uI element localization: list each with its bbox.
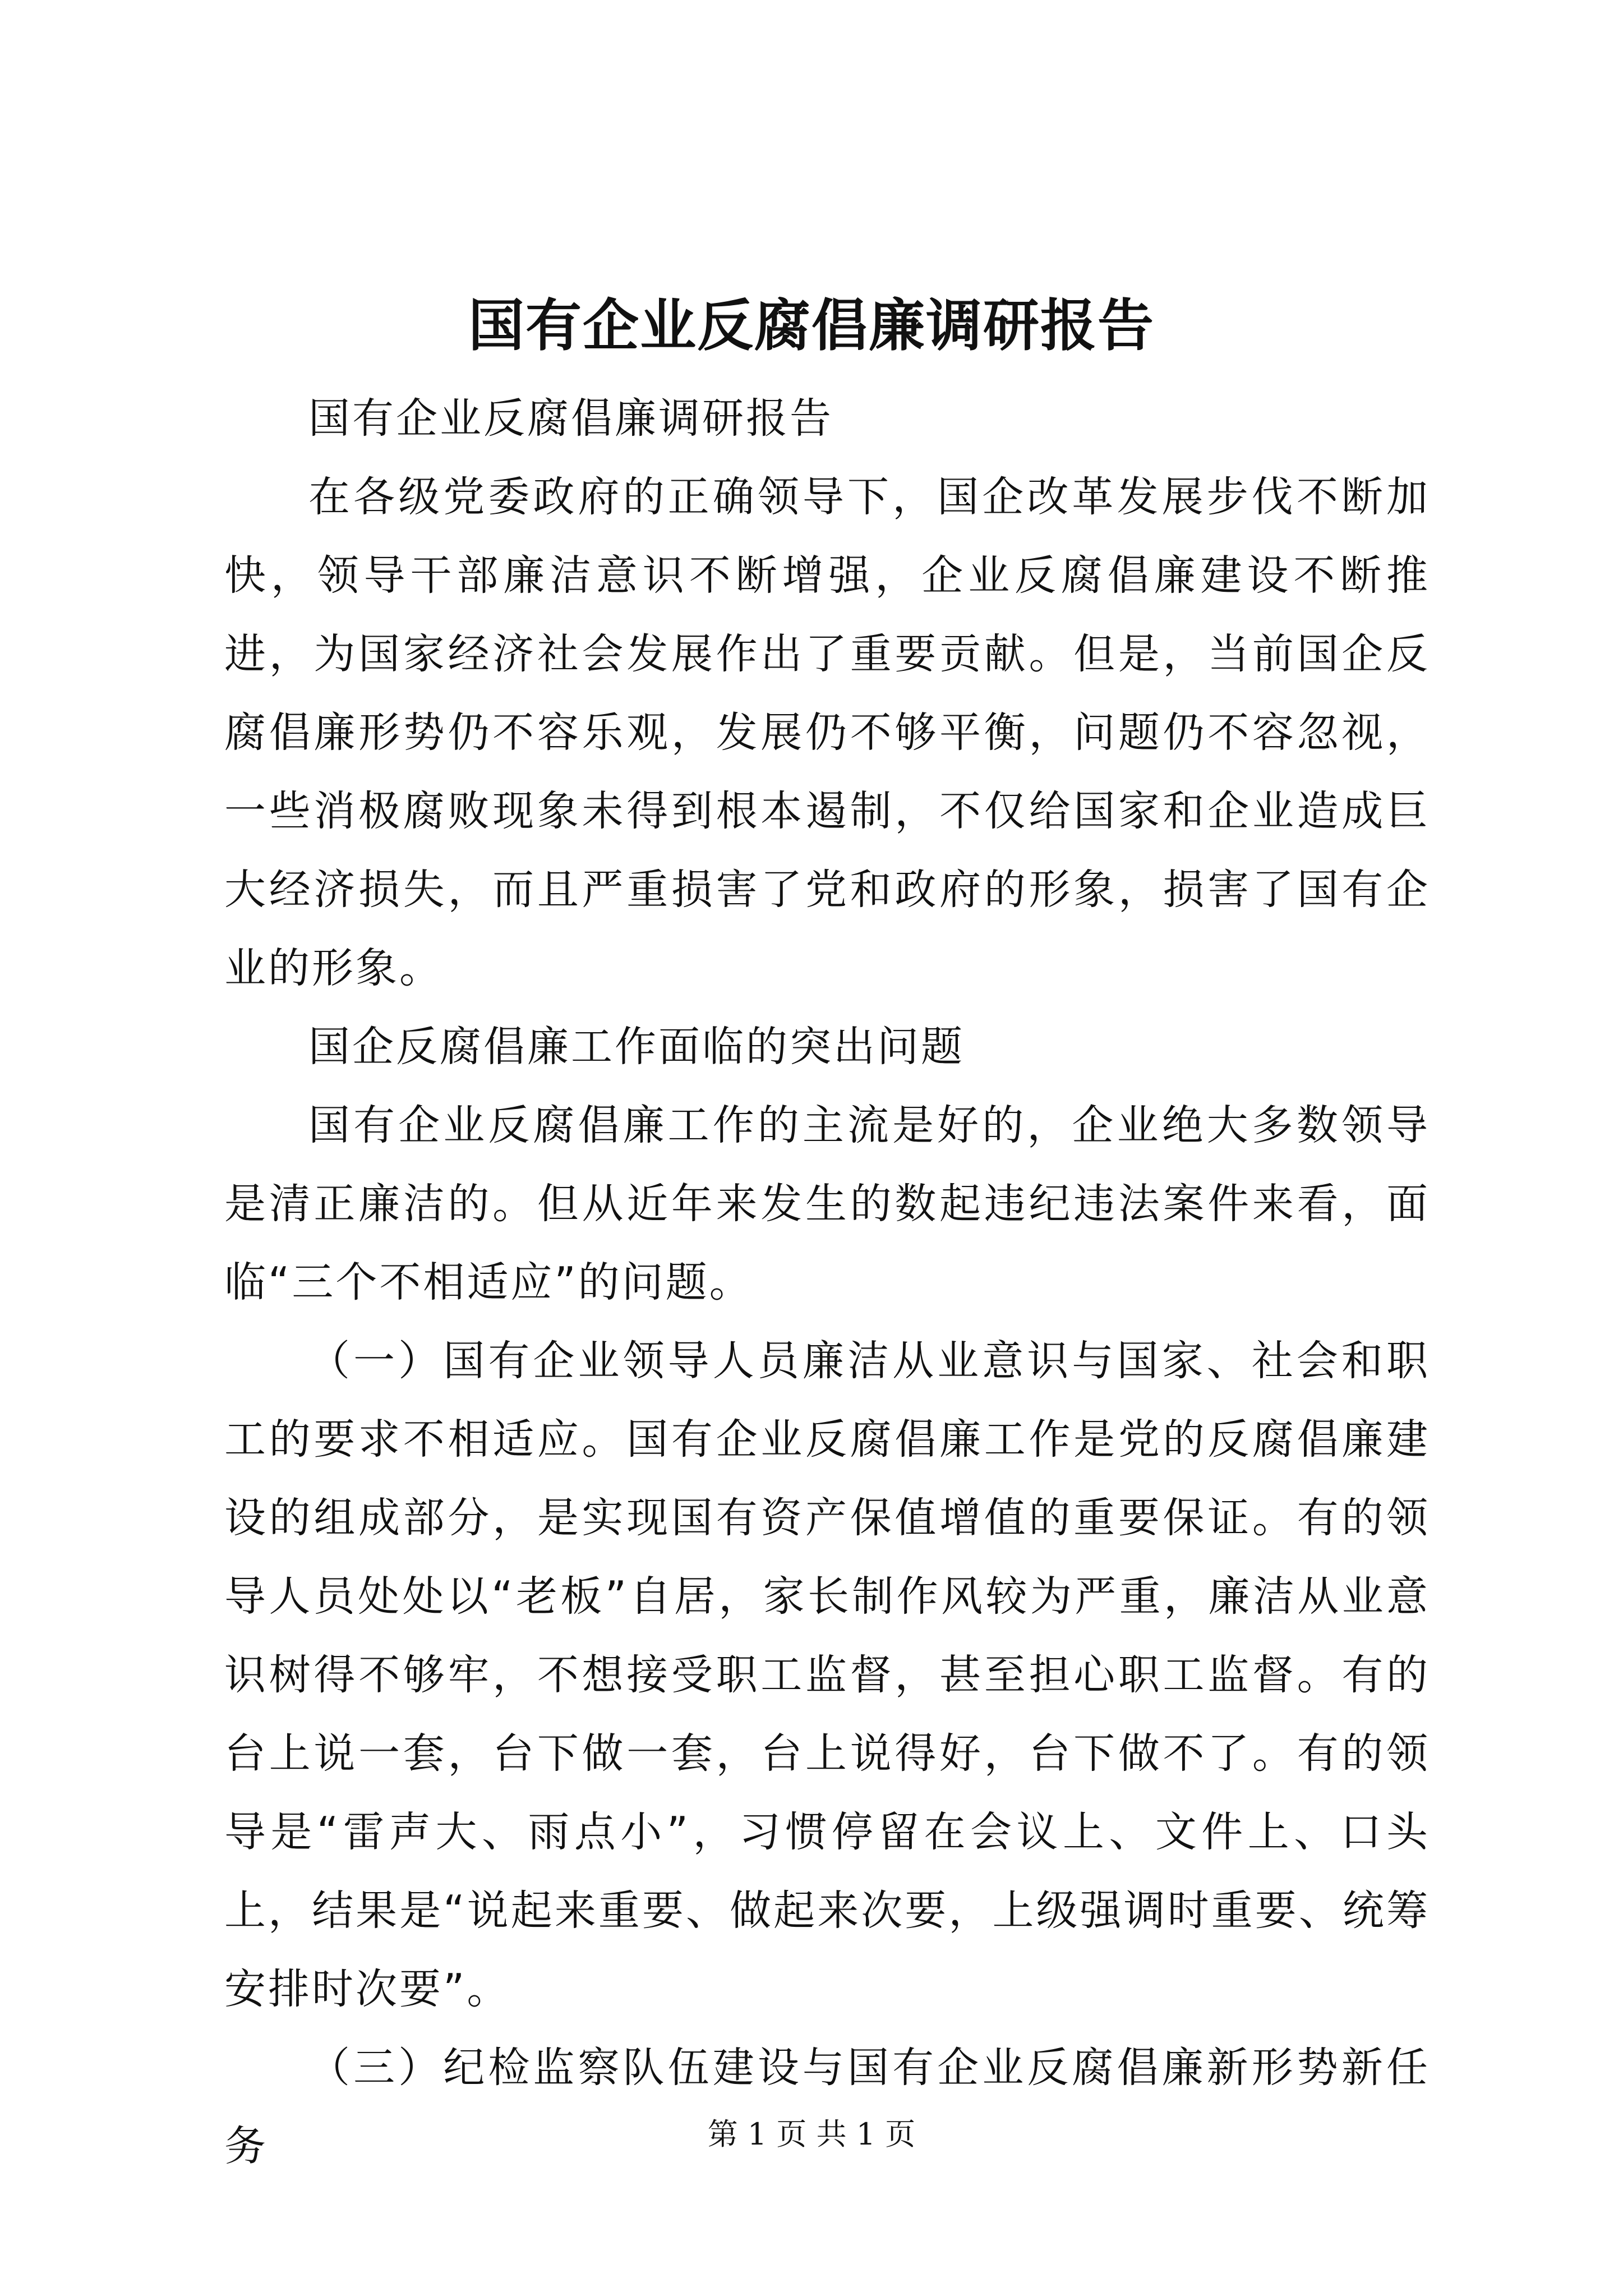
paragraph-intro: 在各级党委政府的正确领导下，国企改革发展步伐不断加快，领导干部廉洁意识不断增强，企业反腐倡廉建设不断推进，为国家经济社会发展作出了重要贡献。但是，当前国企反腐倡廉形势仍不容乐观，发展仍不够平衡，问题仍不容忽视，一些消极腐败现象未得到根本遏制，不仅给国家和企业造成巨大经济损失，而且严重损害了党和政府的形象，损害了国有企业的形象。 (224, 473, 1430, 992)
paragraph-heading-problems: 国企反腐倡廉工作面临的突出问题 (308, 1023, 965, 1071)
paragraph-point-one: （一）国有企业领导人员廉洁从业意识与国家、社会和职工的要求不相适应。国有企业反腐倡廉工作是党的反腐倡廉建设的组成部分，是实现国有资产保值增值的重要保证。有的领导人员处处以“老板”自居，家长制作风较为严重，廉洁从业意识树得不够牢，不想接受职工监督，甚至担心职工监督。有的台上说一套，台下做一套，台上说得好，台下做不了。有的领导是“雷声大、雨点小”，习惯停留在会议上、文件上、口头上，结果是“说起来重要、做起来次要，上级强调时重要、统筹安排时次要”。 (224, 1337, 1430, 2013)
page-footer: 第 1 页 共 1 页 (707, 2116, 916, 2152)
paragraph-subtitle: 国有企业反腐倡廉调研报告 (308, 394, 833, 443)
document-title: 国有企业反腐倡廉调研报告 (468, 292, 1155, 358)
document-body (224, 379, 1430, 2185)
paragraph-mainstream: 国有企业反腐倡廉工作的主流是好的，企业绝大多数领导是清正廉洁的。但从近年来发生的数起违纪违法案件来看，面临“三个不相适应”的问题。 (224, 1101, 1430, 1306)
paragraph-point-three: （三）纪检监察队伍建设与国有企业反腐倡廉新形势新任务 (224, 2044, 1430, 2170)
